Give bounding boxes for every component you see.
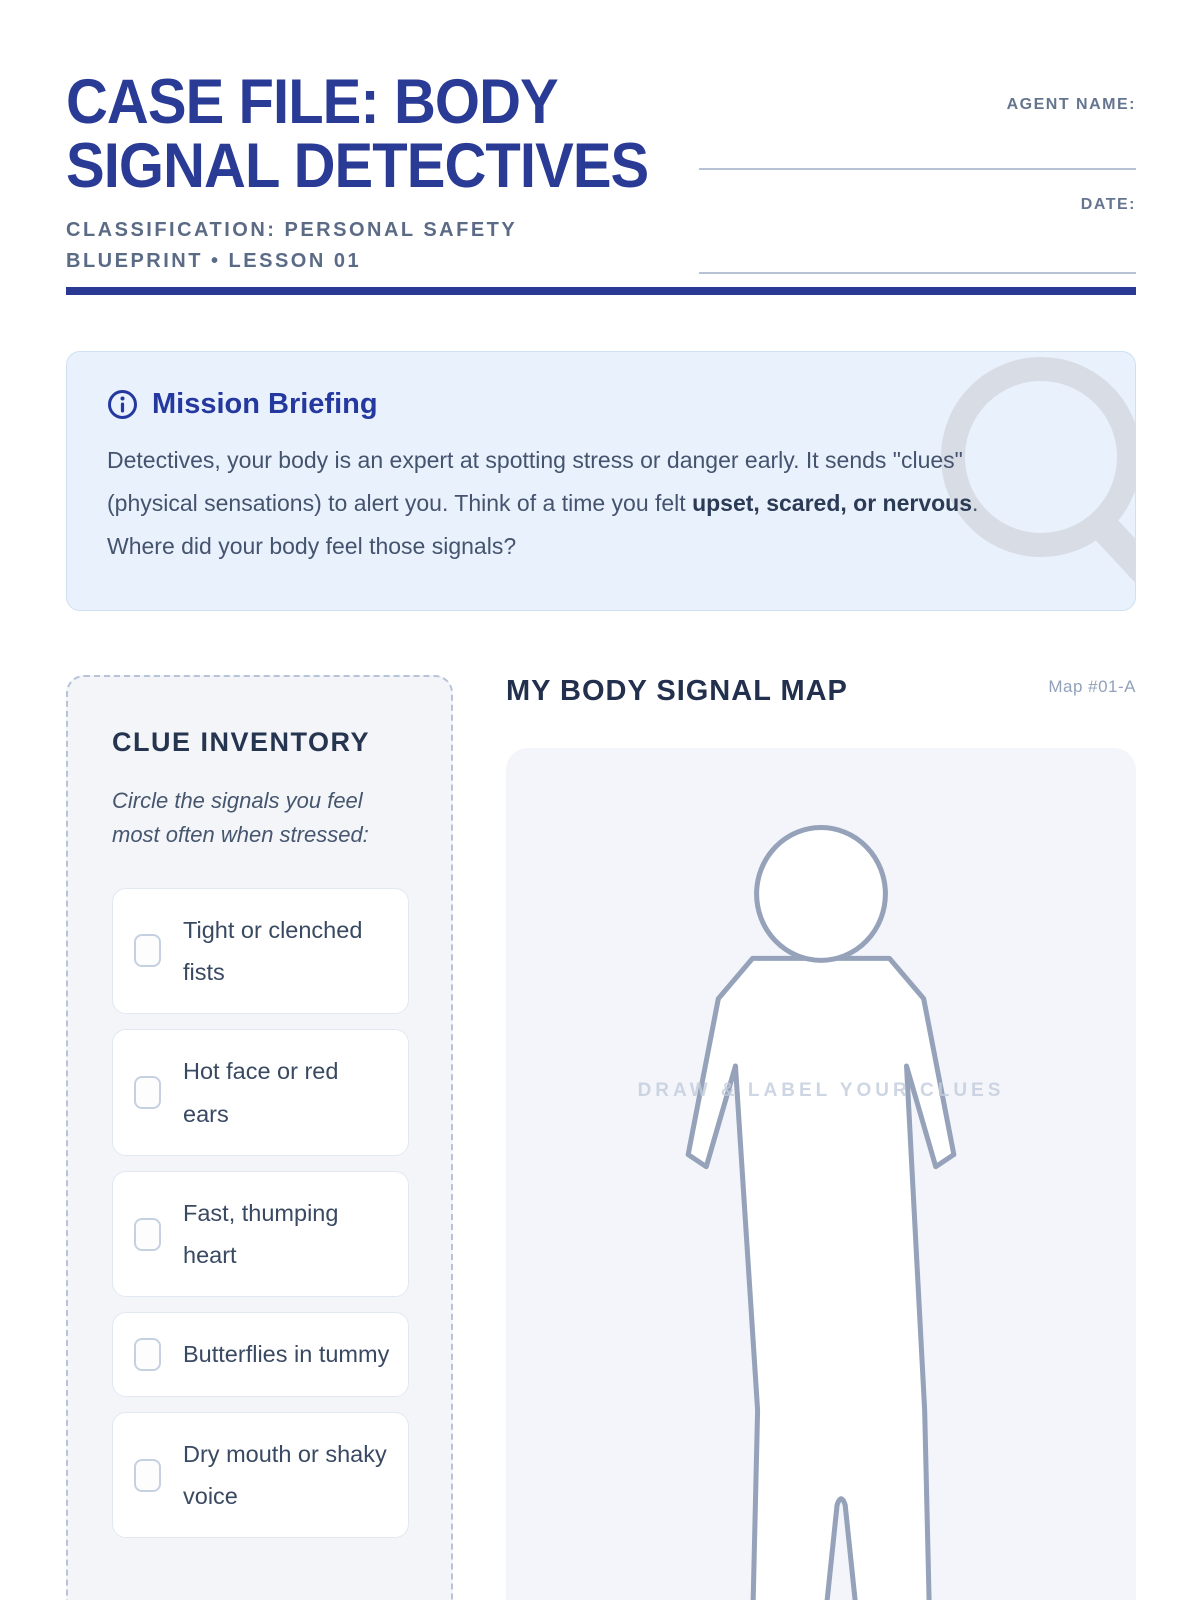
body-map-title: MY BODY SIGNAL MAP — [506, 674, 848, 707]
head-outline — [757, 827, 886, 960]
clue-card[interactable] — [112, 1029, 409, 1156]
clue-checkbox[interactable] — [134, 1338, 161, 1371]
clue-card[interactable] — [112, 1312, 409, 1396]
body-silhouette — [688, 958, 954, 1600]
agent-name-label: AGENT NAME: — [1006, 96, 1136, 113]
draw-label-watermark: DRAW & LABEL YOUR CLUES — [637, 1079, 1005, 1101]
body-map-code: Map #01-A — [1048, 676, 1136, 696]
date-label: DATE: — [1080, 196, 1136, 213]
clue-label: Fast, thumping heart — [183, 1199, 339, 1269]
clue-label: Hot face or red ears — [183, 1058, 339, 1127]
clue-inventory-box — [66, 675, 453, 1600]
info-icon — [107, 389, 138, 420]
page-title-line-2: SIGNAL DETECTIVES — [66, 131, 649, 202]
agent-name-input[interactable] — [699, 168, 1136, 170]
body-map-column — [506, 675, 1136, 1600]
clue-checkbox[interactable] — [134, 1218, 161, 1251]
clue-checkbox[interactable] — [134, 1076, 161, 1109]
mission-briefing-header — [107, 388, 1091, 421]
clue-inventory-instruction: Circle the signals you feel most often when stressed: — [112, 787, 369, 847]
clue-card[interactable] — [112, 1412, 409, 1539]
header-fields — [699, 70, 1136, 277]
body-map-header — [506, 675, 1136, 708]
date-input[interactable] — [699, 272, 1136, 274]
clue-checkbox[interactable] — [134, 934, 161, 967]
header-divider — [66, 287, 1136, 295]
clue-card[interactable] — [112, 1171, 409, 1298]
clue-label: Tight or clenched fists — [183, 916, 363, 985]
mission-briefing-text: Detectives, your body is an expert at spotting stress or danger early. It sends "clues" (physical sensations) to alert you. Think of a time you felt upset, scared, or nervous. Where did your body feel those signals? — [107, 446, 979, 559]
clue-label: Dry mouth or shaky voice — [183, 1440, 387, 1510]
clue-card[interactable] — [112, 888, 409, 1015]
clue-label: Butterflies in tummy — [183, 1341, 390, 1368]
clue-inventory-title: CLUE INVENTORY — [112, 726, 371, 757]
page-title-line-1: CASE FILE: BODY — [66, 67, 558, 137]
body-map-draw-area[interactable] — [506, 748, 1136, 1600]
classification-subtitle: CLASSIFICATION: PERSONAL SAFETY BLUEPRINT • LESSON 01 — [66, 218, 517, 272]
content-columns — [66, 675, 1136, 1600]
mission-briefing-title: Mission Briefing — [152, 387, 378, 420]
mission-briefing-box — [66, 351, 1136, 611]
clue-list — [112, 888, 409, 1539]
body-outline-figure — [506, 748, 1136, 1600]
clue-checkbox[interactable] — [134, 1459, 161, 1492]
header — [66, 67, 1136, 277]
page-title — [66, 67, 649, 202]
title-block — [66, 67, 699, 277]
